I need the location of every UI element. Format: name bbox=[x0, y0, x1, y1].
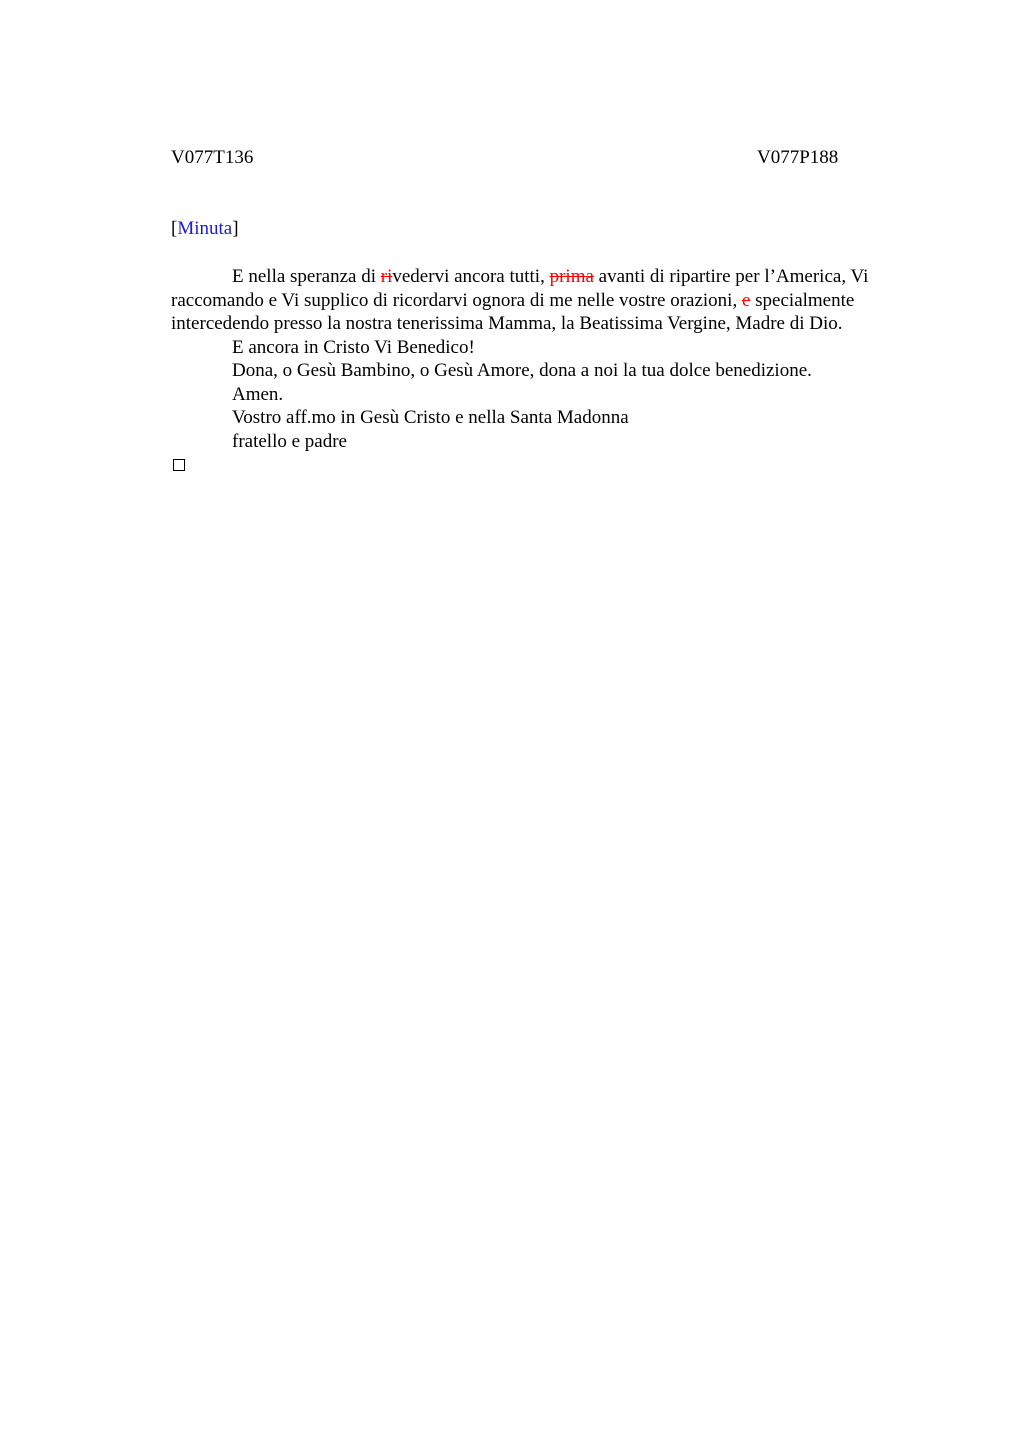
section-label bbox=[171, 218, 239, 240]
paragraph-segment: vedervi ancora tutti, bbox=[392, 266, 550, 287]
document-id-right: V077P188 bbox=[757, 147, 839, 168]
closing-line: Vostro aff.mo in Gesù Cristo e nella Santa Madonna bbox=[232, 407, 629, 428]
paragraph-segment: specialmente intercedendo presso la nostra tenerissima Mamma, la Beatissima Vergine, Madre di Dio. bbox=[171, 289, 855, 334]
section-label-text: Minuta bbox=[177, 218, 233, 239]
close-bracket: ] bbox=[232, 218, 239, 239]
deleted-text: prima bbox=[549, 266, 594, 287]
deleted-text: e bbox=[741, 289, 751, 311]
paragraph-segment: avanti di ripartire per l’America, Vi raccomando e Vi supplico di ricordarvi ognora di me nelle vostre orazioni, bbox=[171, 266, 869, 311]
deleted-text: ri bbox=[380, 266, 393, 287]
prayer-line: Dona, o Gesù Bambino, o Gesù Amore, dona a noi la tua dolce benedizione. bbox=[232, 360, 812, 381]
open-bracket: [ bbox=[171, 218, 178, 239]
paragraph-segment: E nella speranza di bbox=[232, 266, 381, 287]
empty-square-icon bbox=[173, 459, 185, 471]
blessing-line: E ancora in Cristo Vi Benedico! bbox=[232, 336, 475, 358]
amen-line: Amen. bbox=[232, 383, 284, 405]
letter-body bbox=[171, 265, 931, 453]
document-id-left: V077T136 bbox=[171, 147, 254, 168]
main-paragraph bbox=[171, 265, 931, 336]
signature-line: fratello e padre bbox=[232, 430, 347, 452]
